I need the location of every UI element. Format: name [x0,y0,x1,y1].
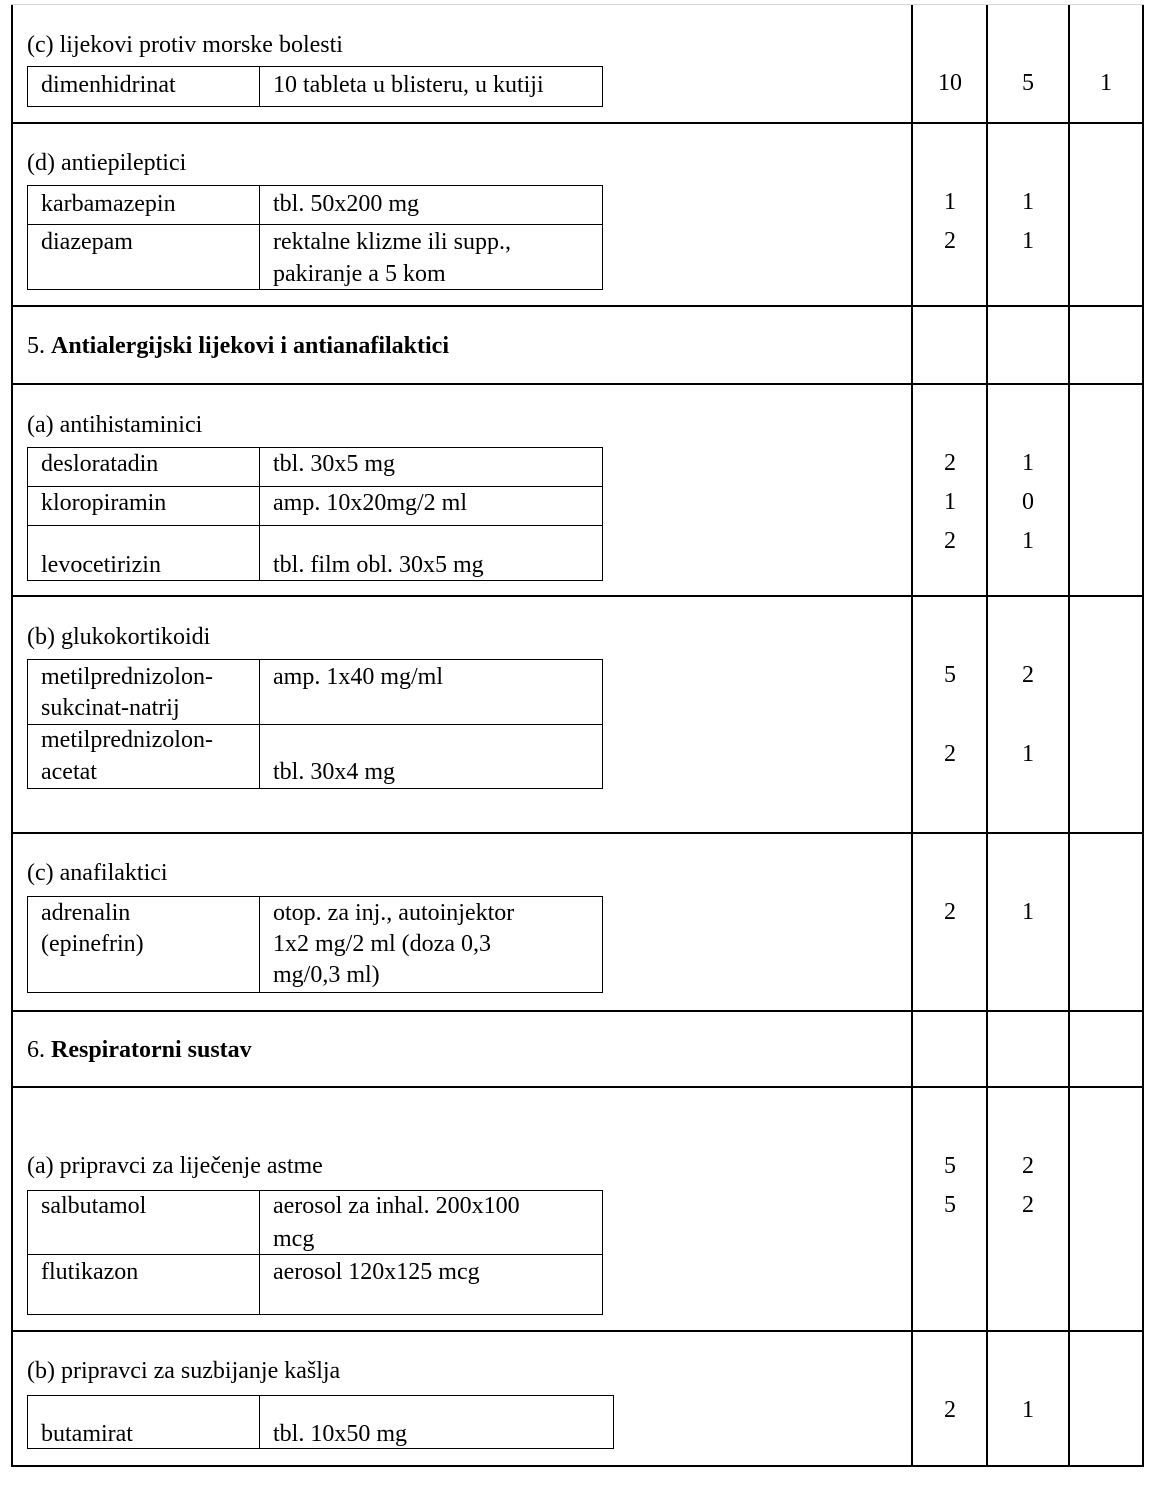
cell-divider [27,1254,603,1255]
row-divider [11,1086,1144,1088]
drug-name: diazepam [41,229,133,255]
drug-name: desloratadin [41,451,159,477]
drug-form: mg/0,3 ml) [273,962,380,988]
drug-form: amp. 1x40 mg/ml [273,664,443,690]
quantity-value: 1 [1022,450,1034,476]
section-title: Antialergijski lijekovi i antianafilaktici [51,333,450,359]
quantity-value: 5 [944,1153,956,1179]
column-divider [986,5,988,1467]
drug-form: 1x2 mg/2 ml (doza 0,3 [273,931,491,957]
subsection-heading: (a) antihistaminici [27,412,203,438]
drug-name: butamirat [41,1421,133,1447]
quantity-value: 1 [1022,228,1034,254]
cell-divider [27,486,603,487]
quantity-value: 1 [1022,189,1034,215]
quantity-value: 2 [944,450,956,476]
quantity-value: 1 [1022,1397,1034,1423]
drug-form: aerosol za inhal. 200x100 [273,1193,520,1219]
drug-form: amp. 10x20mg/2 ml [273,490,467,516]
row-divider [11,305,1144,307]
section-number: 6. [27,1037,45,1063]
drug-name: dimenhidrinat [41,72,176,98]
drug-form: otop. za inj., autoinjektor [273,900,515,926]
quantity-value: 2 [1022,1153,1034,1179]
drug-form: tbl. 30x4 mg [273,759,396,785]
row-divider [11,1010,1144,1012]
cell-divider [259,1395,260,1449]
row-divider [11,1330,1144,1332]
top-edge [11,4,1144,5]
drug-name: (epinefrin) [41,931,144,957]
subsection-heading: (c) anafilaktici [27,860,168,886]
quantity-value: 5 [944,662,956,688]
quantity-value: 2 [944,899,956,925]
drug-form: tbl. film obl. 30x5 mg [273,552,484,578]
drug-form: tbl. 50x200 mg [273,191,420,217]
quantity-value: 5 [944,1192,956,1218]
quantity-value: 1 [1022,528,1034,554]
subsection-heading: (d) antiepileptici [27,150,187,176]
cell-divider [259,447,260,581]
cell-divider [27,224,603,225]
row-divider [11,122,1144,124]
section-title: Respiratorni sustav [51,1037,252,1063]
cell-divider [259,1190,260,1315]
drug-form: 10 tableta u blisteru, u kutiji [273,72,544,98]
drug-name: metilprednizolon- [41,664,213,690]
drug-name: kloropiramin [41,490,167,516]
quantity-value: 2 [944,1397,956,1423]
drug-name: adrenalin [41,900,131,926]
quantity-value: 2 [944,228,956,254]
drug-name: karbamazepin [41,191,176,217]
quantity-value: 5 [1022,70,1034,96]
quantity-value: 2 [944,528,956,554]
drug-name: acetat [41,759,97,785]
section-number: 5. [27,333,45,359]
drug-name: metilprednizolon- [41,727,213,753]
row-divider [11,595,1144,597]
table-border [11,5,13,1467]
drug-name: flutikazon [41,1259,139,1285]
section-heading [27,332,449,360]
drug-form: rektalne klizme ili supp., [273,229,511,255]
quantity-value: 1 [1100,70,1112,96]
table-border [1142,5,1144,1467]
row-divider [11,832,1144,834]
row-divider [11,383,1144,385]
drug-name: levocetirizin [41,552,161,578]
cell-divider [259,185,260,290]
cell-divider [27,724,603,725]
drug-form: tbl. 10x50 mg [273,1421,408,1447]
quantity-value: 2 [1022,662,1034,688]
cell-divider [259,66,260,107]
drug-form: aerosol 120x125 mcg [273,1259,480,1285]
cell-divider [27,525,603,526]
subsection-heading: (b) glukokortikoidi [27,624,211,650]
column-divider [911,5,913,1467]
quantity-value: 1 [944,489,956,515]
drug-form: tbl. 30x5 mg [273,451,396,477]
drug-form: mcg [273,1226,315,1252]
row-divider [11,1465,1144,1467]
subsection-heading: (b) pripravci za suzbijanje kašlja [27,1358,341,1384]
subsection-heading: (c) lijekovi protiv morske bolesti [27,32,343,58]
subsection-heading: (a) pripravci za liječenje astme [27,1153,323,1179]
quantity-value: 10 [938,70,962,96]
drug-name: salbutamol [41,1193,147,1219]
drug-name: sukcinat-natrij [41,695,180,721]
quantity-value: 1 [944,189,956,215]
quantity-value: 0 [1022,489,1034,515]
cell-divider [259,896,260,993]
quantity-value: 1 [1022,899,1034,925]
column-divider [1068,5,1070,1467]
quantity-value: 2 [944,741,956,767]
drug-form: pakiranje a 5 kom [273,261,446,287]
quantity-value: 2 [1022,1192,1034,1218]
section-heading [27,1036,252,1064]
quantity-value: 1 [1022,741,1034,767]
